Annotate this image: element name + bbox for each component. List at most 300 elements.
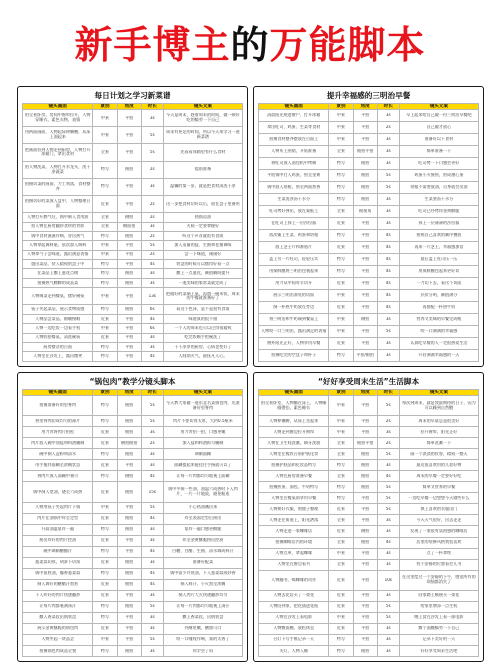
cell-text: 人物在沙发上看电影 xyxy=(275,615,313,620)
cell-text: 人物换好衣服，照镜子整理 xyxy=(269,507,319,512)
cell-text: 平拍 xyxy=(361,429,370,434)
cell-text: 拉开窗帘，阳光正好 xyxy=(420,429,458,434)
script-panel-weekend xyxy=(253,372,484,662)
table-row xyxy=(259,416,479,427)
cell-text: 近景 xyxy=(100,489,110,494)
cell-text: 人物走进一家咖啡店 xyxy=(275,529,313,534)
cell-text: 4s xyxy=(149,549,155,554)
column-header: 景别 xyxy=(329,104,353,110)
cell-text: 特写 xyxy=(336,637,346,642)
column-header: 镜头文案 xyxy=(399,390,478,396)
duration-cell xyxy=(377,218,399,230)
duration-cell xyxy=(141,623,163,634)
shot-size-cell xyxy=(93,305,117,314)
table-row xyxy=(23,343,243,352)
cell-text: 平拍 xyxy=(125,615,134,620)
cell-text: 用保鲜膜将三明治包裹起来 xyxy=(269,269,319,274)
duration-cell xyxy=(141,568,163,579)
cell-text: 3s xyxy=(149,626,155,631)
script-copy-cell xyxy=(163,260,242,269)
camera-angle-cell xyxy=(353,623,377,634)
camera-angle-cell xyxy=(117,416,141,427)
cell-text: 侧拍 xyxy=(125,473,134,478)
shot-description-cell xyxy=(23,579,93,590)
cell-text: 俯拍 xyxy=(125,604,134,609)
cell-text: 拿出吐司、鸡蛋、生菜等食材 xyxy=(267,125,321,130)
shot-size-cell xyxy=(93,161,117,178)
cell-text: 全景 xyxy=(100,214,110,219)
duration-cell xyxy=(141,213,163,222)
shot-description-cell xyxy=(259,194,329,206)
cell-text: 晚上窝在沙发上看一部电影 xyxy=(414,615,464,620)
table-row xyxy=(259,254,479,266)
shot-description-cell xyxy=(23,213,93,222)
cell-text: 3s xyxy=(149,560,155,565)
script-copy-cell xyxy=(399,254,478,266)
duration-cell xyxy=(141,127,163,144)
table-row xyxy=(23,144,243,161)
cell-text: 拍摄吃完的空盘子和杯子 xyxy=(271,353,317,358)
duration-cell xyxy=(377,206,399,218)
column-header: 角度 xyxy=(353,390,377,396)
script-copy-cell xyxy=(399,504,478,515)
table-row xyxy=(23,333,243,342)
cell-text: 画一个淡淡的妆容，精致一整天 xyxy=(410,451,468,456)
camera-angle-cell xyxy=(353,504,377,515)
shot-description-cell xyxy=(23,127,93,144)
script-copy-cell xyxy=(399,438,478,449)
table-row xyxy=(23,449,243,460)
cell-text: 人间烟火气，最抚凡人心。 xyxy=(178,354,228,359)
cell-text: 咬一口满满的幸福感 xyxy=(420,329,458,334)
duration-cell xyxy=(377,590,399,601)
camera-angle-cell xyxy=(117,250,141,259)
cell-text: 3s xyxy=(149,271,155,276)
cell-text: 俯拍 xyxy=(361,185,370,190)
cell-text: 近景 xyxy=(336,626,346,631)
duration-cell xyxy=(377,612,399,623)
cell-text: 平拍 xyxy=(361,245,370,250)
table-row xyxy=(259,623,479,634)
script-copy-cell xyxy=(163,557,242,568)
cell-text: 3s xyxy=(385,562,391,567)
shot-description-cell xyxy=(259,601,329,612)
shot-size-cell xyxy=(93,260,117,269)
shot-description-cell xyxy=(259,449,329,460)
camera-angle-cell xyxy=(117,324,141,333)
table-row xyxy=(23,278,243,287)
shot-description-cell xyxy=(259,623,329,634)
script-copy-cell xyxy=(163,438,242,449)
shot-description-cell xyxy=(23,557,93,568)
cell-text: 平拍 xyxy=(361,269,370,274)
cell-text: 平拍 xyxy=(361,257,370,262)
cell-text: 清晨阳光照进窗户，打开冰箱 xyxy=(267,113,321,118)
cell-text: 中景 xyxy=(100,132,110,137)
shot-description-cell xyxy=(259,460,329,471)
table-row xyxy=(23,288,243,305)
duration-cell xyxy=(141,343,163,352)
cell-text: 人物拿起调料瓶，依次加入调料 xyxy=(29,243,87,248)
cell-text: 全景 xyxy=(336,451,346,456)
cell-text: 3s xyxy=(149,462,155,467)
camera-angle-cell xyxy=(353,396,377,416)
cell-text: 特写 xyxy=(100,233,110,238)
cell-text: 平拍 xyxy=(125,593,134,598)
camera-angle-cell xyxy=(117,535,141,546)
cell-text: 近景 xyxy=(100,316,110,321)
shot-size-cell xyxy=(329,471,353,482)
shot-size-cell xyxy=(329,230,353,242)
shot-size-cell xyxy=(93,195,117,212)
cell-text: 火候一定要掌握好 xyxy=(186,224,220,229)
cell-text: 准备好配菜 xyxy=(192,560,214,565)
cell-text: 特写 xyxy=(100,549,110,554)
shot-description-cell xyxy=(259,645,329,656)
cell-text: 3s xyxy=(385,518,391,523)
cell-text: 3s xyxy=(385,648,391,653)
script-copy-cell xyxy=(399,612,478,623)
script-copy-cell xyxy=(163,590,242,601)
shot-size-cell xyxy=(93,645,117,656)
shot-size-cell xyxy=(329,559,353,570)
shot-description-cell xyxy=(259,559,329,570)
cell-text: 2s xyxy=(385,440,391,445)
cell-text: 平拍/俯拍 xyxy=(356,353,375,358)
cell-text: 再来一片芝士，幸福感加倍 xyxy=(414,245,464,250)
cell-text: 5s xyxy=(149,637,155,642)
cell-text: 人物回到家，把花插进花瓶 xyxy=(269,604,319,609)
cell-text: 复炸一遍口感更酥脆 xyxy=(184,527,222,532)
shot-size-cell xyxy=(93,416,117,427)
cell-text: 俯拍 xyxy=(361,451,370,456)
table-row xyxy=(23,241,243,250)
duration-cell xyxy=(141,634,163,645)
duration-cell xyxy=(377,170,399,182)
cell-text: 特写 xyxy=(336,257,346,262)
shot-size-cell xyxy=(329,182,353,194)
shot-size-cell xyxy=(93,634,117,645)
script-copy-cell xyxy=(399,515,478,526)
table-row xyxy=(259,612,479,623)
shot-size-cell xyxy=(329,504,353,515)
script-copy-cell xyxy=(399,158,478,170)
column-header: 镜头画面 xyxy=(23,390,93,396)
cell-text: 平拍 xyxy=(125,252,134,257)
cell-text: 拍摄护肤品和化妆品特写 xyxy=(271,462,317,467)
cell-text: 3s xyxy=(149,451,155,456)
table-row xyxy=(259,278,479,290)
cell-text: 5s xyxy=(385,185,391,190)
cell-text: 平拍 xyxy=(361,626,370,631)
table-row xyxy=(23,416,243,427)
cell-text: 平拍 xyxy=(361,518,370,523)
cell-text: 俯拍 xyxy=(361,161,370,166)
cell-text: 找个安静的位置看会儿书 xyxy=(416,562,462,567)
duration-cell xyxy=(377,194,399,206)
duration-cell xyxy=(141,601,163,612)
header-row xyxy=(259,104,479,110)
script-copy-cell xyxy=(163,250,242,259)
cell-text: 4s xyxy=(385,473,391,478)
camera-angle-cell xyxy=(117,524,141,535)
cell-text: 5s xyxy=(385,173,391,178)
duration-cell xyxy=(141,460,163,471)
cell-text: 全景 xyxy=(336,518,346,523)
script-copy-cell xyxy=(399,182,478,194)
cell-text: 平拍 xyxy=(125,335,134,340)
cell-text: 让每一片肉都均匀地裹上面糊 xyxy=(176,473,230,478)
duration-cell xyxy=(141,222,163,231)
script-copy-cell xyxy=(163,612,242,623)
table-container xyxy=(22,103,243,362)
page-title-part-3: 万能脚本 xyxy=(269,23,426,67)
cell-text: 3s xyxy=(385,353,391,358)
table-row xyxy=(23,568,243,579)
cell-text: 平拍 xyxy=(361,293,370,298)
cell-text: 撒上一点葱花，颜值瞬间提升 xyxy=(176,271,230,276)
table-row xyxy=(23,110,243,127)
column-header: 时长 xyxy=(377,390,399,396)
script-copy-cell xyxy=(163,471,242,482)
shot-size-cell xyxy=(93,396,117,416)
cell-text: 平拍 xyxy=(361,221,370,226)
cell-text: 把做好的菜端上桌，再盛一碗米饭，周末的午餐就准备好了 xyxy=(166,291,240,301)
table-row xyxy=(259,302,479,314)
table-row xyxy=(259,242,479,254)
table-row xyxy=(259,110,479,122)
shot-size-cell xyxy=(329,537,353,548)
cell-text: 锅中倒入宽油，烧至六成热 xyxy=(33,489,83,494)
cell-text: 特写 xyxy=(336,233,346,238)
cell-text: 3s xyxy=(385,462,391,467)
camera-angle-cell xyxy=(117,557,141,568)
cell-text: 全景 xyxy=(336,149,346,154)
cell-text: 特写 xyxy=(100,307,110,312)
script-copy-cell xyxy=(163,460,242,471)
table-row xyxy=(23,634,243,645)
cell-text: 近景 xyxy=(336,305,346,310)
duration-cell xyxy=(377,493,399,504)
table-row xyxy=(23,269,243,278)
camera-angle-cell xyxy=(117,314,141,323)
script-copy-cell xyxy=(163,213,242,222)
shot-size-cell xyxy=(329,493,353,504)
camera-angle-cell xyxy=(353,526,377,537)
cell-text: 5s xyxy=(385,507,391,512)
duration-cell xyxy=(377,504,399,515)
cell-text: 俯拍 xyxy=(125,560,134,565)
cell-text: 撒入香菜段出锅装盘 xyxy=(39,615,77,620)
cell-text: 俯拍 xyxy=(125,280,134,285)
duration-cell xyxy=(377,438,399,449)
cell-text: 每次到周末，就是我最期待的日子，因为可以睡到自然醒 xyxy=(402,400,476,410)
shot-size-cell xyxy=(93,471,117,482)
camera-angle-cell xyxy=(353,134,377,146)
cell-text: 4s xyxy=(385,281,391,286)
camera-angle-cell xyxy=(117,144,141,161)
shot-description-cell xyxy=(259,570,329,590)
cell-text: 4s xyxy=(149,316,155,321)
cell-text: 平拍 xyxy=(125,354,134,359)
cell-text: 近景 xyxy=(100,626,110,631)
script-copy-cell xyxy=(399,570,478,590)
duration-cell xyxy=(141,513,163,524)
shot-description-cell xyxy=(23,269,93,278)
cell-text: 台灯下写手账记录一天 xyxy=(273,637,315,642)
camera-angle-cell xyxy=(117,288,141,305)
shot-size-cell xyxy=(329,302,353,314)
duration-cell xyxy=(141,324,163,333)
duration-cell xyxy=(141,524,163,535)
cell-text: 俯拍平拍 xyxy=(356,440,374,445)
script-copy-cell xyxy=(163,269,242,278)
shot-description-cell xyxy=(23,427,93,438)
shot-description-cell xyxy=(23,623,93,634)
cell-text: 俯拍 xyxy=(125,489,134,494)
camera-angle-cell xyxy=(117,269,141,278)
table-row xyxy=(23,612,243,623)
script-copy-cell xyxy=(399,278,478,290)
shot-description-cell xyxy=(259,326,329,338)
script-copy-cell xyxy=(163,535,242,546)
cell-text: 2s xyxy=(149,233,155,238)
cell-text: 特写 xyxy=(100,403,110,408)
column-header: 镜头画面 xyxy=(23,104,93,110)
cell-text: 3s xyxy=(385,137,391,142)
cell-text: 小心热油溅出来 xyxy=(188,505,218,510)
table-row xyxy=(259,493,479,504)
shot-size-cell xyxy=(329,194,353,206)
duration-cell xyxy=(377,242,399,254)
table-row xyxy=(259,338,479,350)
table-row xyxy=(259,146,479,158)
table-row xyxy=(23,590,243,601)
cell-text: 侧拍 xyxy=(125,214,134,219)
table-row xyxy=(23,645,243,656)
cell-text: 平拍 xyxy=(125,462,134,467)
duration-cell xyxy=(141,645,163,656)
cell-text: 近景 xyxy=(100,335,110,340)
shot-size-cell xyxy=(329,515,353,526)
shot-size-cell xyxy=(329,645,353,656)
shot-description-cell xyxy=(259,350,329,362)
cell-text: 拍摄食材整齐摆放在台面上 xyxy=(269,137,319,142)
shot-size-cell xyxy=(329,460,353,471)
camera-angle-cell xyxy=(353,634,377,645)
shot-description-cell xyxy=(23,222,93,231)
shot-size-cell xyxy=(93,241,117,250)
shot-description-cell xyxy=(259,302,329,314)
duration-cell xyxy=(141,241,163,250)
shot-description-cell xyxy=(259,134,329,146)
cell-text: 平拍 xyxy=(361,562,370,567)
shot-size-cell xyxy=(93,213,117,222)
script-copy-cell xyxy=(163,449,242,460)
cell-text: 3s xyxy=(149,615,155,620)
cell-text: 锅中食材滋滋作响，冒出热气 xyxy=(31,233,85,238)
cell-text: 俯拍 xyxy=(125,233,134,238)
page-title xyxy=(0,21,500,69)
shot-description-cell xyxy=(23,231,93,240)
script-copy-cell xyxy=(399,623,478,634)
cell-text: 2s xyxy=(385,418,391,423)
cell-text: 全景 xyxy=(100,224,110,229)
cell-text: 平底锅中打入鸡蛋，煎至金黄 xyxy=(267,173,321,178)
cell-text: 装盘的时候可以摆得好看一点 xyxy=(176,261,230,266)
shot-description-cell xyxy=(259,482,329,493)
cell-text: 中景 xyxy=(336,329,346,334)
duration-cell xyxy=(377,449,399,460)
cell-text: 4s xyxy=(149,516,155,521)
script-copy-cell xyxy=(163,601,242,612)
cell-text: 3s xyxy=(149,184,155,189)
script-panel-sandwich xyxy=(253,86,484,367)
cell-text: 特写 xyxy=(336,185,346,190)
table-row xyxy=(23,127,243,144)
script-copy-cell xyxy=(399,493,478,504)
cell-text: 俯拍 xyxy=(125,167,134,172)
shot-size-cell xyxy=(93,568,117,579)
cell-text: 俯拍 xyxy=(125,582,134,587)
duration-cell xyxy=(377,515,399,526)
table-row xyxy=(259,194,479,206)
cell-text: 近景 xyxy=(336,529,346,534)
shot-description-cell xyxy=(259,182,329,194)
shot-description-cell xyxy=(23,161,93,178)
page-title-part-2: 的 xyxy=(230,23,270,67)
cell-text: 近景 xyxy=(336,245,346,250)
cell-text: 拍摄切菜的画面，刀工利落，食材整齐 xyxy=(24,182,91,191)
cell-text: 5s xyxy=(149,150,155,155)
shot-description-cell xyxy=(23,314,93,323)
cell-text: 特写 xyxy=(100,604,110,609)
cell-text: 近景 xyxy=(100,440,110,445)
shot-description-cell xyxy=(23,438,93,449)
cell-text: 6s xyxy=(149,307,155,312)
cell-text: 特写 xyxy=(100,271,110,276)
table-row xyxy=(259,134,479,146)
table-row xyxy=(23,524,243,535)
camera-angle-cell xyxy=(117,352,141,362)
cell-text: 人物去花店买了一束花 xyxy=(273,593,315,598)
shot-size-cell xyxy=(93,460,117,471)
cell-text: 俯拍 xyxy=(361,540,370,545)
shot-description-cell xyxy=(23,449,93,460)
cell-text: 特写 xyxy=(100,451,110,456)
camera-angle-cell xyxy=(117,590,141,601)
camera-angle-cell xyxy=(117,449,141,460)
cell-text: 人物拿勺子尝味道，露出满意表情 xyxy=(26,252,89,257)
column-header: 角度 xyxy=(353,104,377,110)
shot-description-cell xyxy=(259,170,329,182)
camera-angle-cell xyxy=(117,438,141,449)
camera-angle-cell xyxy=(117,260,141,269)
cell-text: 平拍 xyxy=(125,201,134,206)
cell-text: 中景 xyxy=(336,125,346,130)
cell-text: 俯拍平拍 xyxy=(356,149,374,154)
table-head xyxy=(23,390,243,396)
duration-cell xyxy=(377,645,399,656)
cell-text: 开启满满幸福感的一天 xyxy=(418,353,460,358)
script-copy-cell xyxy=(399,338,478,350)
cell-text: 平拍 xyxy=(361,305,370,310)
script-copy-cell xyxy=(163,278,242,287)
cell-text: 拍摄锅包肉成品全貌 xyxy=(39,648,77,653)
duration-cell xyxy=(377,254,399,266)
cell-text: 撒上香菜段，出锅装盘 xyxy=(182,615,224,620)
cell-text: 6s xyxy=(149,326,155,331)
